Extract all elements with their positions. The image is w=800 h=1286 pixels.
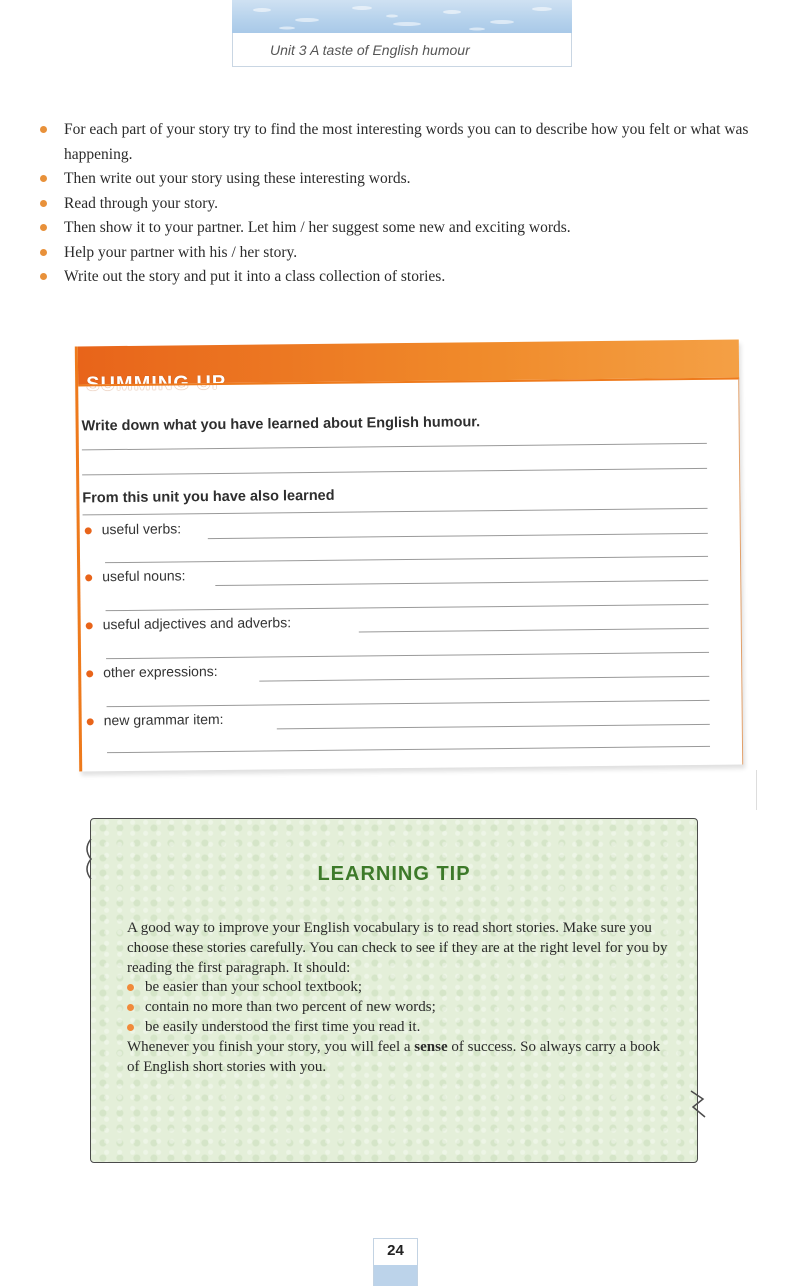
learning-tip-box bbox=[90, 818, 698, 1163]
list-item: be easier than your school textbook; bbox=[127, 978, 672, 998]
wave-pattern-icon bbox=[232, 0, 572, 33]
learning-tip-closing: Whenever you finish your story, you will feel a sense of success. So always carry a book of English short stories with you. bbox=[127, 1038, 661, 1075]
squiggle-decoration-icon bbox=[687, 1087, 709, 1121]
bullet-icon bbox=[86, 622, 93, 629]
summing-item-expressions: other expressions: bbox=[86, 663, 218, 680]
bullet-icon bbox=[86, 670, 93, 677]
bullet-icon bbox=[40, 249, 47, 256]
unit-label: Unit 3 A taste of English humour bbox=[270, 42, 470, 58]
summing-heading-humour: Write down what you have learned about English humour. bbox=[81, 414, 481, 435]
bullet-icon bbox=[40, 224, 47, 231]
list-item: Help your partner with his / her story. bbox=[40, 241, 780, 266]
summing-item-grammar: new grammar item: bbox=[87, 711, 224, 728]
summing-item-adjectives: useful adjectives and adverbs: bbox=[86, 614, 292, 632]
summing-item-verbs: useful verbs: bbox=[85, 520, 182, 537]
learning-tip-points bbox=[127, 978, 672, 1037]
bullet-icon bbox=[40, 175, 47, 182]
bullet-icon bbox=[127, 984, 134, 991]
bullet-icon bbox=[40, 126, 47, 133]
summing-heading-learned: From this unit you have also learned bbox=[82, 487, 335, 507]
bullet-icon bbox=[85, 574, 92, 581]
list-item: Then write out your story using these interesting words. bbox=[40, 167, 780, 192]
list-item: For each part of your story try to find the most interesting words you can to describe how you felt or what was happening. bbox=[40, 118, 780, 167]
bullet-icon bbox=[127, 1004, 134, 1011]
summing-up-title: SUMMING UP bbox=[86, 371, 227, 396]
header-banner bbox=[232, 0, 572, 33]
list-item: Then show it to your partner. Let him / her suggest some new and exciting words. bbox=[40, 216, 780, 241]
bullet-icon bbox=[87, 718, 94, 725]
bullet-icon bbox=[40, 200, 47, 207]
list-item: contain no more than two percent of new words; bbox=[127, 998, 672, 1018]
bullet-icon bbox=[85, 527, 92, 534]
list-item: Read through your story. bbox=[40, 192, 780, 217]
summing-item-nouns: useful nouns: bbox=[85, 567, 185, 584]
list-item: be easily understood the first time you read it. bbox=[127, 1018, 672, 1038]
list-item: Write out the story and put it into a class collection of stories. bbox=[40, 265, 780, 290]
divider bbox=[756, 770, 757, 810]
bullet-icon bbox=[127, 1024, 134, 1031]
page-number: 24 bbox=[373, 1238, 418, 1286]
learning-tip-intro: A good way to improve your English vocabulary is to read short stories. Make sure you choose these stories carefully. You can check to see if they are at the right level for you by reading the first paragraph. It should: bbox=[127, 920, 668, 976]
writing-steps-list bbox=[40, 118, 780, 290]
bullet-icon bbox=[40, 273, 47, 280]
learning-tip-text bbox=[127, 919, 672, 1077]
summing-up-box bbox=[75, 340, 743, 772]
learning-tip-title: LEARNING TIP bbox=[317, 863, 471, 885]
